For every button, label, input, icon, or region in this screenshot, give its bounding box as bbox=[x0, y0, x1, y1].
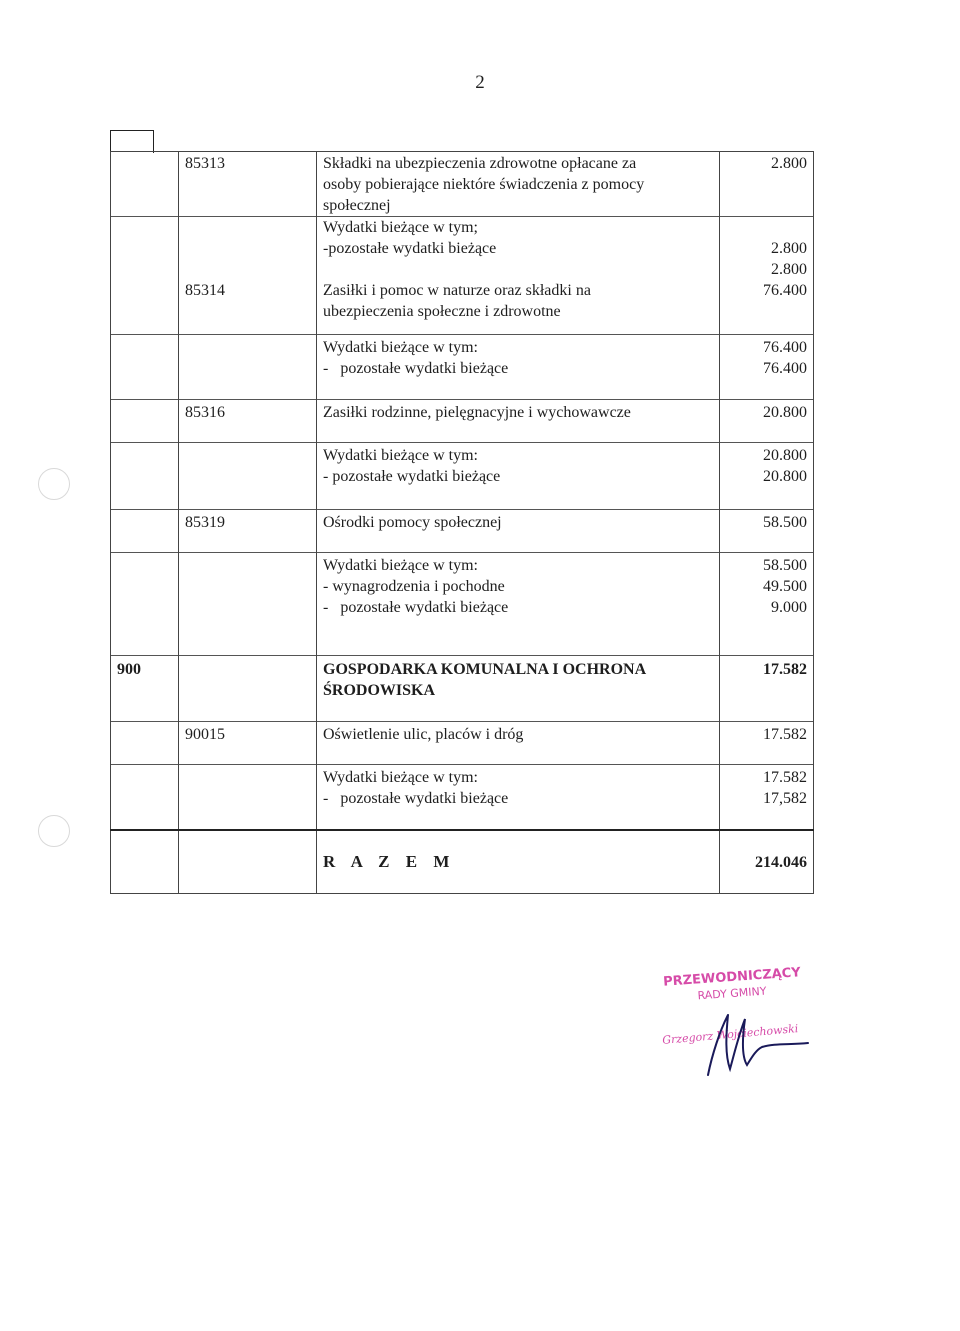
handwritten-signature bbox=[690, 1005, 820, 1080]
description-cell bbox=[317, 553, 720, 656]
table-row bbox=[111, 510, 814, 553]
amount-cell bbox=[720, 400, 814, 443]
description-cell bbox=[317, 400, 720, 443]
page-number: 2 bbox=[475, 72, 485, 93]
description-line: - pozostałe wydatki bieżące bbox=[323, 468, 501, 485]
table-row bbox=[111, 443, 814, 510]
amount-cell bbox=[720, 335, 814, 400]
amount-cell bbox=[720, 722, 814, 765]
description-cell bbox=[317, 656, 720, 722]
rozdzial-cell: 90015 bbox=[179, 722, 317, 765]
amount-value: 2.800 bbox=[771, 261, 807, 278]
budget-table bbox=[110, 151, 814, 894]
description-line: Oświetlenie ulic, placów i dróg bbox=[323, 726, 524, 743]
rozdzial-cell: 85314 bbox=[179, 280, 317, 335]
table-row bbox=[111, 280, 814, 335]
amount-value: 20.800 bbox=[763, 404, 807, 421]
rozdzial-cell: 85316 bbox=[179, 400, 317, 443]
description-line: społecznej bbox=[323, 197, 391, 214]
description-line: - pozostałe wydatki bieżące bbox=[323, 360, 509, 377]
dzial-cell bbox=[111, 152, 179, 217]
amount-cell bbox=[720, 152, 814, 217]
amount-value: 17.582 bbox=[763, 661, 807, 678]
description-line: Składki na ubezpieczenia zdrowotne opłacane za bbox=[323, 155, 637, 172]
amount-value: 76.400 bbox=[763, 339, 807, 356]
amount-value: 17,582 bbox=[763, 790, 807, 807]
amount-value: 58.500 bbox=[763, 514, 807, 531]
stamp-subtitle: RADY GMINY bbox=[697, 984, 767, 1003]
description-line: GOSPODARKA KOMUNALNA I OCHRONA bbox=[323, 661, 647, 678]
description-line: Zasiłki i pomoc w naturze oraz składki na bbox=[323, 282, 591, 299]
description-line: -pozostałe wydatki bieżące bbox=[323, 240, 497, 257]
table-row bbox=[111, 553, 814, 656]
amount-value: 17.582 bbox=[763, 769, 807, 786]
amount-value: 2.800 bbox=[771, 240, 807, 257]
description-line: Zasiłki rodzinne, pielęgnacyjne i wychowawcze bbox=[323, 404, 631, 421]
amount-cell bbox=[720, 217, 814, 281]
description-cell bbox=[317, 152, 720, 217]
description-cell bbox=[317, 335, 720, 400]
table-row bbox=[111, 400, 814, 443]
amount-value: 9.000 bbox=[771, 599, 807, 616]
description-line: Wydatki bieżące w tym: bbox=[323, 769, 478, 786]
council-stamp bbox=[652, 965, 812, 1047]
table-row bbox=[111, 765, 814, 831]
rozdzial-cell: 85319 bbox=[179, 510, 317, 553]
rozdzial-cell: 85313 bbox=[179, 152, 317, 217]
description-cell bbox=[317, 510, 720, 553]
table-row bbox=[111, 217, 814, 281]
amount-value: 76.400 bbox=[763, 282, 807, 299]
amount-cell bbox=[720, 553, 814, 656]
table-row bbox=[111, 335, 814, 400]
description-line: ŚRODOWISKA bbox=[323, 682, 436, 699]
amount-value: 20.800 bbox=[763, 468, 807, 485]
amount-cell bbox=[720, 765, 814, 831]
amount-cell bbox=[720, 280, 814, 335]
amount-cell bbox=[720, 656, 814, 722]
description-line: Wydatki bieżące w tym; bbox=[323, 219, 478, 236]
amount-value: 17.582 bbox=[763, 726, 807, 743]
amount-value: 58.500 bbox=[763, 557, 807, 574]
header-corner-box bbox=[110, 130, 154, 153]
description-line: Wydatki bieżące w tym: bbox=[323, 339, 478, 356]
amount-value: 49.500 bbox=[763, 578, 807, 595]
description-line: - pozostałe wydatki bieżące bbox=[323, 599, 509, 616]
amount-cell bbox=[720, 510, 814, 553]
description-line: - wynagrodzenia i pochodne bbox=[323, 578, 505, 595]
description-line: Ośrodki pomocy społecznej bbox=[323, 514, 502, 531]
amount-value: 76.400 bbox=[763, 360, 807, 377]
description-cell bbox=[317, 280, 720, 335]
punch-hole bbox=[38, 468, 70, 500]
stamp-title: PRZEWODNICZĄCY bbox=[662, 965, 802, 990]
description-line: - pozostałe wydatki bieżące bbox=[323, 790, 509, 807]
amount-value: 20.800 bbox=[763, 447, 807, 464]
punch-hole bbox=[38, 815, 70, 847]
description-cell bbox=[317, 765, 720, 831]
total-label: R A Z E M bbox=[323, 852, 456, 871]
stamp-name: Grzegorz Wojciechowski bbox=[661, 1022, 799, 1047]
description-cell bbox=[317, 443, 720, 510]
description-line: Wydatki bieżące w tym: bbox=[323, 447, 478, 464]
total-label-cell bbox=[317, 830, 720, 894]
description-cell bbox=[317, 722, 720, 765]
total-value: 214.046 bbox=[720, 830, 814, 894]
dzial-cell: 900 bbox=[111, 656, 179, 722]
table-row bbox=[111, 656, 814, 722]
table-row bbox=[111, 152, 814, 217]
table-row bbox=[111, 722, 814, 765]
total-row bbox=[111, 830, 814, 894]
description-line: ubezpieczenia społeczne i zdrowotne bbox=[323, 303, 561, 320]
description-cell bbox=[317, 217, 720, 281]
description-line: osoby pobierające niektóre świadczenia z pomocy bbox=[323, 176, 645, 193]
description-line: Wydatki bieżące w tym: bbox=[323, 557, 478, 574]
amount-value: 2.800 bbox=[771, 155, 807, 172]
amount-cell bbox=[720, 443, 814, 510]
